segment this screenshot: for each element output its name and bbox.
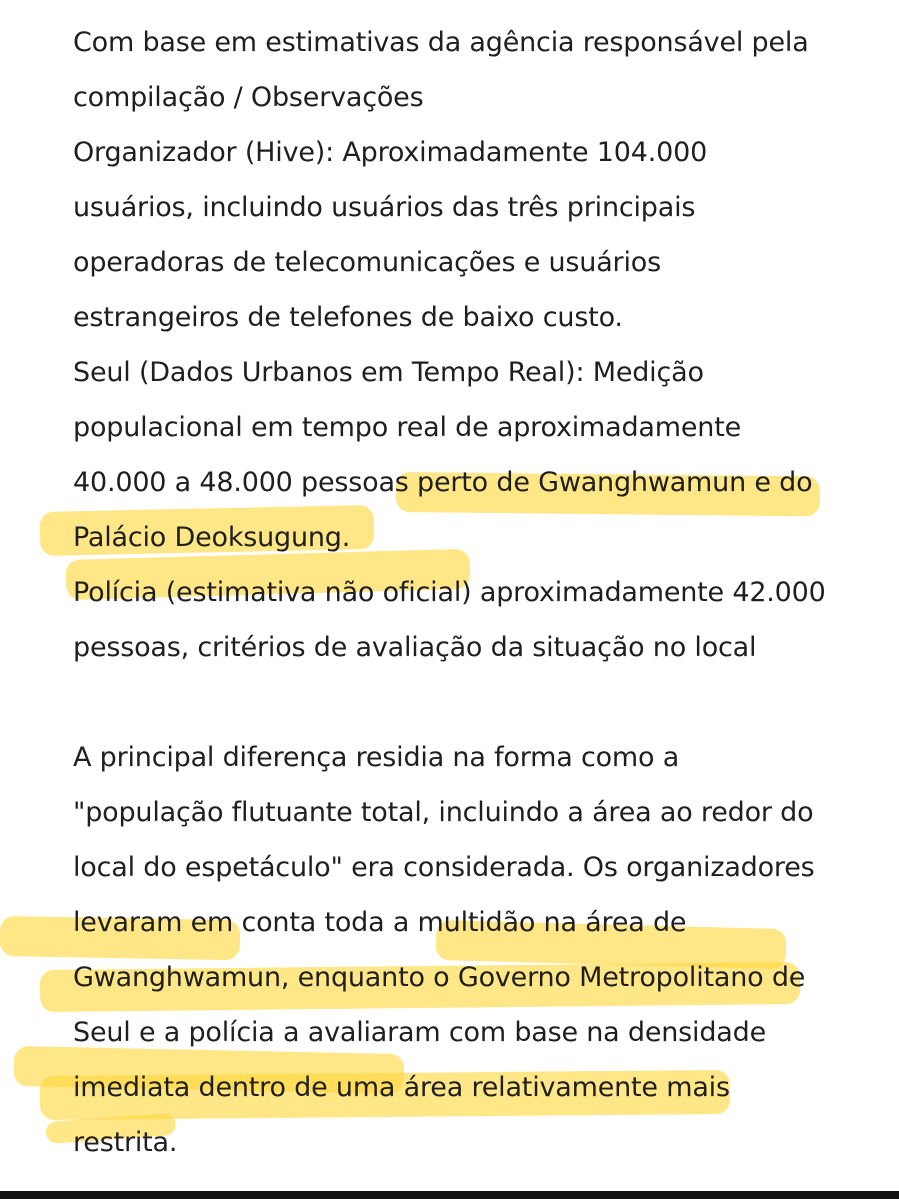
text-line: 40.000 a 48.000 pessoas perto de Gwanghwamun e do (73, 467, 813, 498)
text-line: A principal diferença residia na forma como a (73, 742, 680, 773)
text-line: Palácio Deoksugung. (73, 522, 351, 553)
text-line: Gwanghwamun, enquanto o Governo Metropolitano de (73, 962, 806, 993)
bottom-edge-bar (0, 1191, 899, 1199)
text-line: estrangeiros de telefones de baixo custo. (73, 302, 623, 333)
text-line: local do espetáculo" era considerada. Os organizadores (73, 852, 815, 883)
text-line: pessoas, critérios de avaliação da situação no local (73, 632, 757, 663)
text-line: levaram em conta toda a multidão na área de (73, 907, 687, 938)
text-line: restrita. (73, 1127, 178, 1158)
text-line: usuários, incluindo usuários das três principais (73, 192, 696, 223)
text-line: Polícia (estimativa não oficial) aproximadamente 42.000 (73, 577, 826, 608)
text-line: compilação / Observações (73, 82, 424, 113)
text-line: Organizador (Hive): Aproximadamente 104.000 (73, 137, 708, 168)
text-line: operadoras de telecomunicações e usuários (73, 247, 661, 278)
text-line: imediata dentro de uma área relativamente mais (73, 1072, 730, 1103)
text-line: populacional em tempo real de aproximadamente (73, 412, 741, 443)
text-line: Seul e a polícia a avaliaram com base na densidade (73, 1017, 766, 1048)
text-line: Com base em estimativas da agência responsável pela (73, 27, 809, 58)
text-line: Seul (Dados Urbanos em Tempo Real): Medição (73, 357, 704, 388)
text-line: "população flutuante total, incluindo a área ao redor do (73, 797, 814, 828)
